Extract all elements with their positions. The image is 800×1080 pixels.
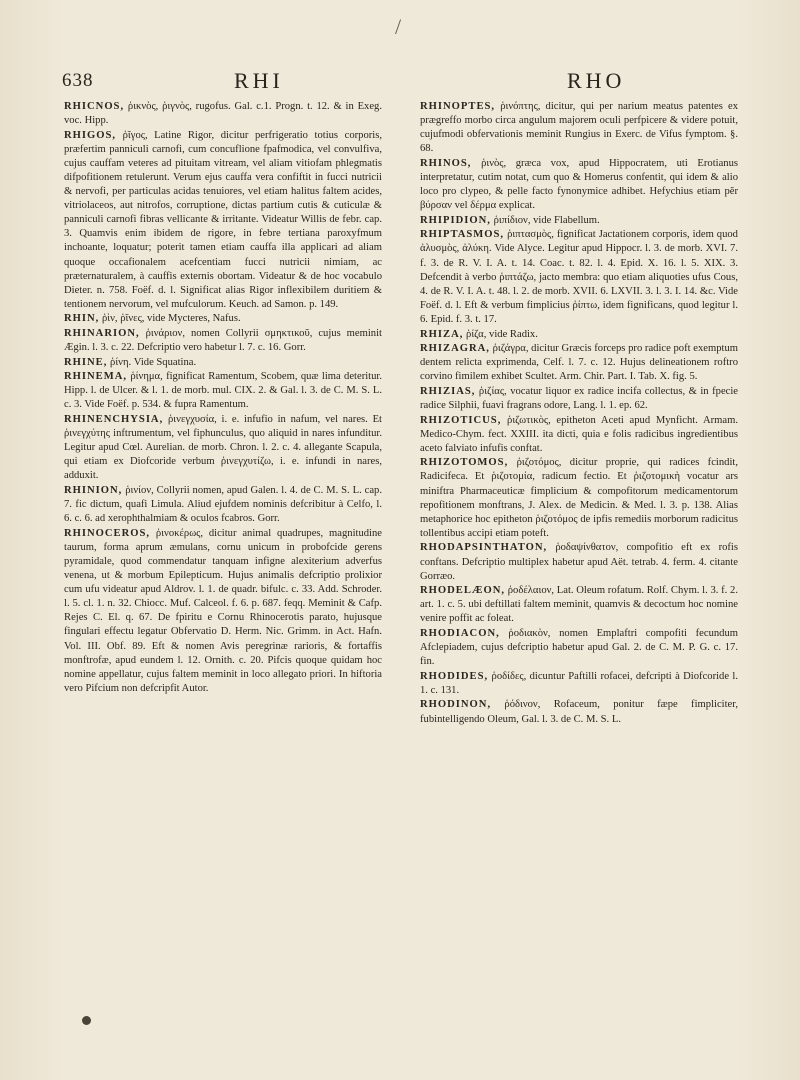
entry-text: ῥιζίας, vocatur liquor ex radice incifa collectus, & in fpecie radice Silphii, fuavi fragrans odore, Lang. l. 1. ep. 62. xyxy=(420,385,738,411)
entry-text: ῥίνημα, fignificat Ramentum, Scobem, quæ lima deteritur. Hipp. l. de Ulcer. & l. 1. de morb. mul. CIX. 2. & Gal. l. 3. de C. M. S. L. c. 3. Vide Foëf. p. 534. & fupra Ramentum. xyxy=(64,371,382,411)
dictionary-entry xyxy=(420,670,738,698)
dictionary-entry xyxy=(420,627,738,669)
dictionary-entry xyxy=(420,228,738,327)
entry-text: ῥινόπτης, dicitur, qui per narium meatus patentes ex prægreffo morbo circa angulum majorem oculi perfpicere & videre potuit, cujufmodi obfervationis meminit Rungius in Exerc. de Vifus fymptom. §. 68. xyxy=(420,101,738,155)
entry-headword: RHINOCEROS, xyxy=(64,527,151,539)
dictionary-entry xyxy=(420,541,738,583)
entry-headword: RHIN, xyxy=(64,313,100,325)
dictionary-entry xyxy=(64,312,382,326)
entry-headword: RHINEMA, xyxy=(64,371,128,383)
dictionary-entry xyxy=(420,414,738,456)
entry-text: ῥοδαψίνθατον, compofitio eft ex rofis conftans. Defcriptio multiplex habetur apud Aët. tetrab. 4. ferm. 4. citante Gorræo. xyxy=(420,542,738,582)
entry-text: ῥόδινον, Rofaceum, ponitur fæpe fimpliciter, fubintelligendo Oleum, Gal. l. 3. de C. M. S. L. xyxy=(420,699,738,725)
dictionary-entry xyxy=(64,527,382,696)
entry-headword: RHINE, xyxy=(64,356,108,368)
dictionary-entry xyxy=(64,129,382,312)
entry-headword: RHINION, xyxy=(64,485,123,497)
entry-text: ῥίνη. Vide Squatina. xyxy=(110,356,197,368)
entry-headword: RHIZOTOMOS, xyxy=(420,457,509,469)
entry-headword: RHODIDES, xyxy=(420,670,489,682)
entry-headword: RHINOS, xyxy=(420,157,472,169)
dictionary-entry xyxy=(420,342,738,384)
left-column xyxy=(64,100,382,696)
dictionary-entry xyxy=(420,698,738,726)
entry-headword: RHIZA, xyxy=(420,328,464,340)
dictionary-entry xyxy=(420,214,738,228)
dictionary-entry xyxy=(64,327,382,355)
entry-text: ῥικνὸς, ῥιγνὸς, rugofus. Gal. c.1. Progn. t. 12. & in Exeg. voc. Hipp. xyxy=(64,101,382,127)
entry-text: ῥοδίδες, dicuntur Paftilli rofacei, defcripti à Diofcoride l. 1. c. 131. xyxy=(420,670,738,696)
entry-text: ῥιζοτόμος, dicitur proprie, qui radices fcindit, Radicifeca. Et ῥιζοτομία, radicum fectio. Et ῥιζοτομικὴ vocatur ars miniftra Pharmaceuticæ fimplicium & compofitorum medicamentorum repofitionem monftrans, J. Alex. de Medicin. & Med. l. 3. p. 138. Alias metaphorice hoc epitheton ῥιζοτόμος de ipfis remediis morborum radicitus tollentibus accipi etiam poteft. xyxy=(420,457,738,539)
entry-headword: RHINENCHYSIA, xyxy=(64,414,164,426)
entry-headword: RHIZOTICUS, xyxy=(420,414,502,426)
dictionary-entry xyxy=(64,484,382,526)
entry-text: ῥινὸς, græca vox, apud Hippocratem, uti Erotianus interpretatur, cutim notat, cum quo & Homerus confentit, qui idem & alio loco pro clypeo, & pelle facto fynonymice adhibet. Hefychius etiam pĕr βύρσαν vel δέρμα explicat. xyxy=(420,157,738,212)
entry-text: ῥοδιακὸν, nomen Emplaftri compofiti fecundum Afclepiadem, cujus defcriptio habetur apud Gal. 2. de C. M. P. G. c. 17. fin. xyxy=(420,627,739,668)
dictionary-entry xyxy=(64,413,382,483)
entry-text: ῥοδέλαιον, Lat. Oleum rofatum. Rolf. Chym. l. 3. f. 2. art. 1. c. 5. ubi deftillati faltem meminit, quamvis & decoctum hoc nomine venire poffit ac foleat. xyxy=(420,585,738,625)
entry-headword: RHODELÆON, xyxy=(420,585,506,597)
entry-headword: RHINOPTES, xyxy=(420,101,496,112)
running-head-right: RHO xyxy=(567,68,626,93)
right-column xyxy=(420,100,738,727)
entry-text: ῥιζάγρα, dicitur Græcis forceps pro radice poft exemptum dentem relicta exprimenda, Celf. l. 7. c. 12. Hujus delineationem roftro corvino fimilem exhibet Scultet. Arm. Chir. Part. I. Tab. X. fig. 5. xyxy=(420,343,738,383)
dictionary-entry xyxy=(64,370,382,412)
dictionary-entry xyxy=(420,456,738,541)
entry-headword: RHIZIAS, xyxy=(420,385,476,397)
entry-text: ῥίζα, vide Radix. xyxy=(466,328,538,340)
dictionary-entry xyxy=(64,356,382,370)
entry-text: ῥινάριον, nomen Collyrii σμηκτικοῦ, cujus meminit Ægin. l. 3. c. 22. Defcriptio vero habetur l. 7. c. 16. Gorr. xyxy=(64,328,382,354)
running-head-left: RHI xyxy=(234,68,284,93)
entry-headword: RHODINON, xyxy=(420,699,492,711)
dictionary-entry xyxy=(420,328,738,342)
dictionary-entry xyxy=(420,584,738,626)
entry-headword: RHIPTASMOS, xyxy=(420,229,505,241)
entry-headword: RHODAPSINTHATON, xyxy=(420,542,548,554)
entry-text: ῥινίον, Collyrii nomen, apud Galen. l. 4. de C. M. S. L. cap. 7. fic dictum, quafi Limula. Aliud ejufdem nominis defcribitur à Celfo, l. 6. c. 6. ad xerophthalmiam & oculos fcabros. Gorr. xyxy=(64,485,382,525)
ink-dot-ornament xyxy=(82,1016,91,1025)
entry-headword: RHICNOS, xyxy=(64,101,125,112)
entry-text: ῥιπίδιον, vide Flabellum. xyxy=(493,214,600,226)
page-number: 638 xyxy=(62,70,94,91)
dictionary-entry xyxy=(420,157,738,213)
entry-headword: RHODIACON, xyxy=(420,627,500,639)
entry-headword: RHIZAGRA, xyxy=(420,343,490,355)
dictionary-entry xyxy=(64,100,382,128)
dictionary-entry xyxy=(420,385,738,413)
entry-text: ῥιπτασμὸς, fignificat Jactationem corporis, idem quod ἀλυσμὸς, ἀλύκη. Vide Alyce. Legitur apud Hippocr. l. 3. de morb. XVI. 7. f. 3. de R. V. I. A. t. 14. Coac. t. 82. l. 4. Epid. X. 16. l. 5. XIX. 3. Defcendit à verbo ῥιπτάζω, jacto membra: quo etiam aliquoties ufus Cous, 4. de R. V. I. A. t. 48. l. 2. de morb. XVII. 6. LXVII. 3. l. 3. I. 14. &c. Vide Foëf. d. l. Eft & verbum fimplicius ῥίπτω, idem fignificans, quod legitur l. 6. Epid. f. 3. t. 17. xyxy=(420,229,738,325)
entry-headword: RHIPIDION, xyxy=(420,214,491,226)
entry-text: ῥῖγος, Latine Rigor, dicitur perfrigeratio totius corporis, præfertim panniculi carnofi, cum concuflione fpafmodica, vel convulfiva, cujus cauffam veteres ad pituitam vitream, vel aliam vitiofam phlegmatis difpofitionem retulerunt. Verum ejus cauffa vera confiftit in fucci nutricii & nervofi, per particulas acidas tenuiores, vel etiam halitus faltem acides, vitriolaceos, aut nitrofos, corruptione, dictas partium cutis & cuticulæ & panniculi carnofi fibras vellicante & irritante. Videatur Willis de febr. cap. 3. Quamvis enim ibidem de rigore, in febre tertiana paroxyfmum inchoante, loquatur; poterit tamen etiam cauffa illa applicari ad aliam quoque occafionalem acefcentiam fucci nutricii nimiam, ac præternaturalem, à cauffis externis obortam. Videatur & de hoc vocabulo Dieter. n. 758. Foëf. d. l. Significat alias Rigor inflexibilem duritiem & tentionem nervorum, vel mufculorum. Keuch. ad Samon. p. 149. xyxy=(64,129,383,310)
corner-mark: / xyxy=(395,14,402,39)
entry-headword: RHIGOS, xyxy=(64,129,117,141)
entry-text: ῥιζωτικὸς, epitheton Aceti apud Mynficht. Armam. Medico-Chym. fect. XXIII. ita dicti, quia e folis radicibus ingredientibus aceto falviato infufis conftat. xyxy=(420,414,739,454)
entry-text: ῥινοκέρως, dicitur animal quadrupes, magnitudine taurum, forma aprum æmulans, cornu unicum in probofcide gerens pyramidale, quod commendatur tanquam infigne alexiterium adverfus venena, ut & morbum Epilepticum. Hujus animalis defcriptio prolixior cum ufu videatur apud Aldrov. l. 1. de quadr. bifulc. c. 33. Add. Schroder. l. 5. cl. 1. n. 32. Chiocc. Muf. Calceol. f. 6. p. 687. feqq. Meminit & Cafp. Rejes C. El. q. 67. De fpiritu e Cornu Rhinocerotis parato, hujusque fingulari effectu legatur Obfervatio D. Herm. Nic. Grimm. in Act. Hafn. Vol. III. Obf. 89. Eft & nomen Avis peregrinæ rarioris, & fortaffis monftrofæ, apud eundem l. 12. Ornith. c. 20. Pifcis quoque quidam hoc nomine appellatur, cujus faltem meminit in loco allegato priori. In hiftoria vero Pifcium non defcripfit Autor. xyxy=(64,527,382,694)
entry-text: ῥὶν, ῥῖνες, vide Mycteres, Nafus. xyxy=(101,313,241,325)
entry-headword: RHINARION, xyxy=(64,328,140,339)
dictionary-entry xyxy=(420,100,738,156)
entry-text: ῥινεγχυσία, i. e. infufio in nafum, vel nares. Et ῥινεγχύτης inftrumentum, vel fiphunculus, quo aliquid in nares infunditur. Legitur apud Cœl. Aurelian. de morb. Chron. l. 2. c. 4. allegante Scapula, qui etiam ex Diofcoride verbum ῥινεγχυτίζω, i. e. infundi in nares, adduxit. xyxy=(64,414,382,482)
